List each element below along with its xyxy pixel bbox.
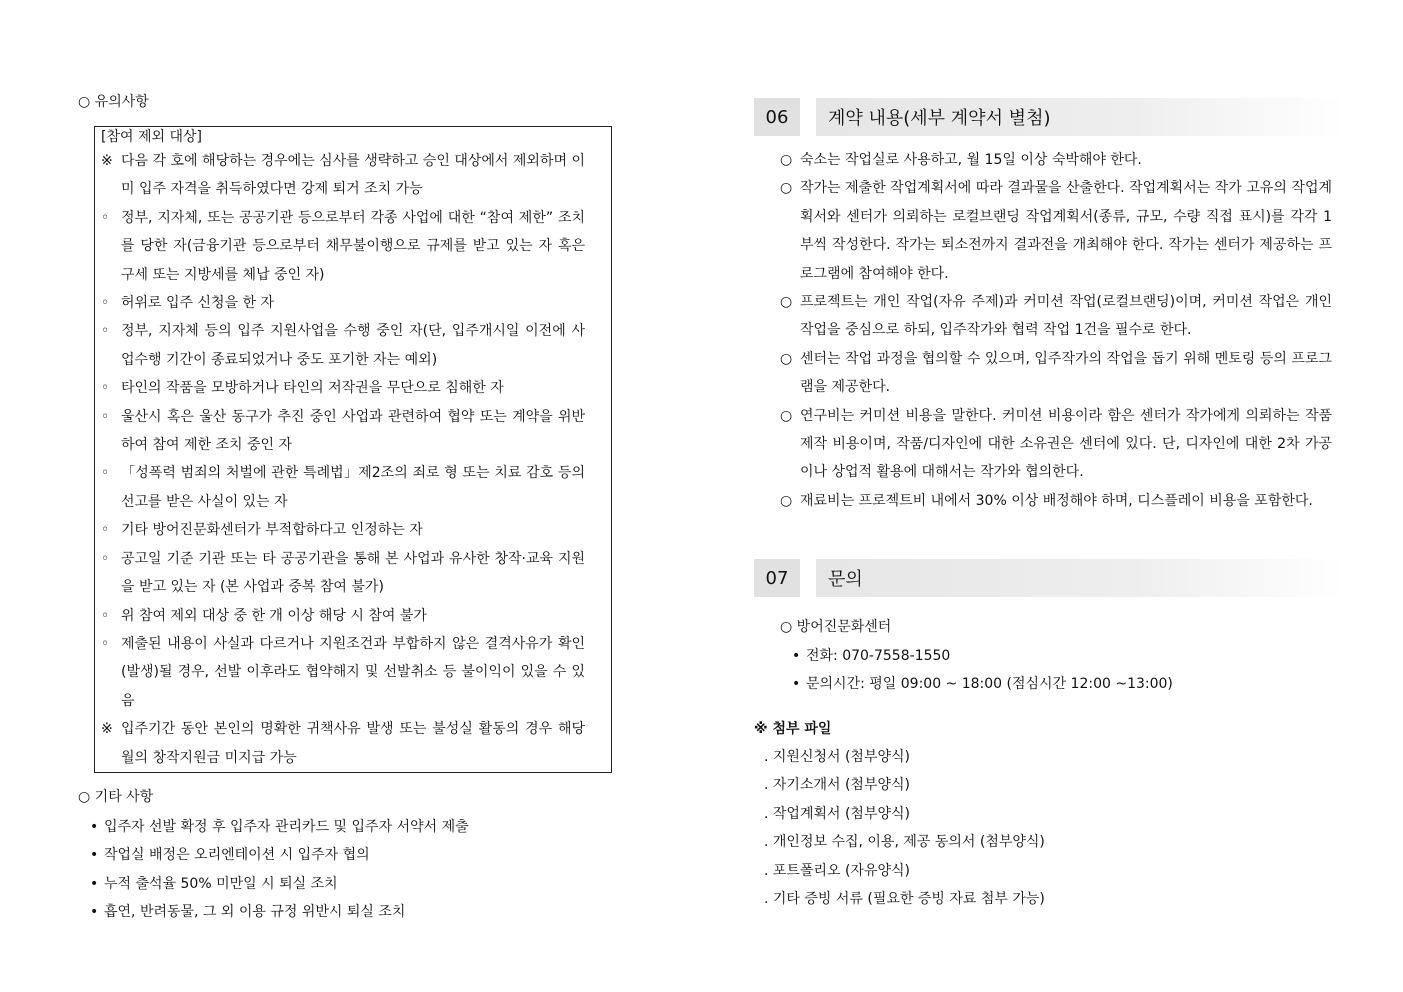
attachment-item: . 기타 증빙 서류 (필요한 증빙 자료 첨부 가능) bbox=[764, 890, 1045, 907]
exclusion-box-title: [참여 제외 대상] bbox=[101, 129, 202, 145]
contact-hours: • 문의시간: 평일 09:00 ~ 18:00 (점심시간 12:00 ~13:00) bbox=[792, 676, 1173, 693]
contract-item: ○ 재료비는 프로젝트비 내에서 30% 이상 배정해야 하며, 디스플레이 비용을 포함한다. bbox=[780, 492, 1313, 509]
contract-item: ○ 작가는 제출한 작업계획서에 따라 결과물을 산출한다. 작업계획서는 작가 고유의 작업계획서와 센터가 의뢰하는 로컬브랜딩 작업계획서(종류, 규모, 수량 직접 표시)를 각각 1부씩 작성한다. 작가는 퇴소전까지 결과전을 개최해야 한다. 작가는 센터가 제공하는 프로그램에 참여해야 한다. bbox=[780, 180, 1332, 282]
attachment-item: . 지원신청서 (첨부양식) bbox=[764, 748, 910, 765]
exclusion-item: ※ 다음 각 호에 해당하는 경우에는 심사를 생략하고 승인 대상에서 제외하며 이미 입주 자격을 취득하였다면 강제 퇴거 조치 가능 bbox=[101, 153, 585, 198]
exclusion-item: ◦ 공고일 기준 기관 또는 타 공공기관을 통해 본 사업과 유사한 창작·교육 지원을 받고 있는 자 (본 사업과 중복 참여 불가) bbox=[101, 550, 585, 596]
section-number: 06 bbox=[754, 98, 800, 136]
attachments-heading: ※ 첨부 파일 bbox=[754, 720, 832, 737]
exclusion-box bbox=[94, 126, 612, 773]
contract-item: ○ 연구비는 커미션 비용을 말한다. 커미션 비용이라 함은 센터가 작가에게 의뢰하는 작품 제작 비용이며, 작품/디자인에 대한 소유권은 센터에 있다. 단, 디자인에 대한 2차 가공이나 상업적 활용에 대해서는 작가와 협의한다. bbox=[780, 407, 1332, 481]
left-column bbox=[78, 92, 618, 927]
attachment-item: . 개인정보 수집, 이용, 제공 동의서 (첨부양식) bbox=[764, 834, 1045, 851]
exclusion-item: ◦ 「성폭력 범죄의 처벌에 관한 특례법」제2조의 죄로 형 또는 치료 감호 등의 선고를 받은 사실이 있는 자 bbox=[101, 465, 585, 510]
contact-org: ○ 방어진문화센터 bbox=[780, 619, 892, 636]
contract-item: ○ 센터는 작업 과정을 협의할 수 있으며, 입주작가의 작업을 돕기 위해 멘토링 등의 프로그램을 제공한다. bbox=[780, 350, 1332, 396]
contact-block bbox=[754, 613, 1344, 698]
attachment-item: . 포트폴리오 (자유양식) bbox=[764, 862, 910, 879]
section-06-header bbox=[754, 98, 1344, 136]
contact-phone: • 전화: 070-7558-1550 bbox=[792, 647, 951, 664]
other-item: • 누적 출석율 50% 미만일 시 퇴실 조치 bbox=[90, 875, 338, 892]
exclusion-item: ◦ 허위로 입주 신청을 한 자 bbox=[101, 295, 275, 312]
attachment-item: . 작업계획서 (첨부양식) bbox=[764, 805, 910, 822]
contract-item: ○ 숙소는 작업실로 사용하고, 월 15일 이상 숙박해야 한다. bbox=[780, 152, 1142, 168]
other-item: • 흡연, 반려동물, 그 외 이용 규정 위반시 퇴실 조치 bbox=[90, 904, 406, 921]
other-item: • 작업실 배정은 오리엔테이션 시 입주자 협의 bbox=[90, 847, 370, 864]
exclusion-item: ◦ 정부, 지자체 등의 입주 지원사업을 수행 중인 자(단, 입주개시일 이전에 사업수행 기간이 종료되었거나 중도 포기한 자는 예외) bbox=[101, 323, 585, 368]
exclusion-item: ◦ 제출된 내용이 사실과 다르거나 지원조건과 부합하지 않은 결격사유가 확인(발생)될 경우, 선발 이후라도 협약해지 및 선발취소 등 불이익이 있을 수 있음 bbox=[101, 635, 585, 709]
right-column bbox=[754, 98, 1344, 913]
exclusion-item: ◦ 기타 방어진문화센터가 부적합하다고 인정하는 자 bbox=[101, 522, 423, 539]
other-item: • 입주자 선발 확정 후 입주자 관리카드 및 입주자 서약서 제출 bbox=[90, 818, 469, 835]
notes-heading: ○ 유의사항 bbox=[78, 94, 149, 110]
exclusion-item: ◦ 정부, 지자체, 또는 공공기관 등으로부터 각종 사업에 대한 “참여 제한” 조치를 당한 자(금융기관 등으로부터 채무불이행으로 규제를 받고 있는 자 혹은 구세 또는 지방세를 체납 중인 자) bbox=[101, 209, 585, 283]
exclusion-item: ※ 입주기간 동안 본인의 명확한 귀책사유 발생 또는 불성실 활동의 경우 해당 월의 창작지원금 미지급 가능 bbox=[101, 721, 585, 766]
section-07-header bbox=[754, 559, 1344, 597]
contract-item: ○ 프로젝트는 개인 작업(자유 주제)과 커미션 작업(로컬브랜딩)이며, 커미션 작업은 개인 작업을 중심으로 하되, 입주작가와 협력 작업 1건을 필수로 한다. bbox=[780, 294, 1332, 339]
exclusion-item: ◦ 울산시 혹은 울산 동구가 추진 중인 사업과 관련하여 협약 또는 계약을 위반하여 참여 제한 조치 중인 자 bbox=[101, 408, 585, 454]
exclusion-item: ◦ 타인의 작품을 모방하거나 타인의 저작권을 무단으로 침해한 자 bbox=[101, 380, 504, 397]
section-title: 계약 내용(세부 계약서 별첨) bbox=[816, 98, 1344, 136]
section-title: 문의 bbox=[816, 559, 1344, 597]
exclusion-item: ◦ 위 참여 제외 대상 중 한 개 이상 해당 시 참여 불가 bbox=[101, 607, 427, 624]
other-heading: ○ 기타 사항 bbox=[78, 788, 154, 805]
section-number: 07 bbox=[754, 559, 800, 597]
attachment-item: . 자기소개서 (첨부양식) bbox=[764, 777, 910, 794]
